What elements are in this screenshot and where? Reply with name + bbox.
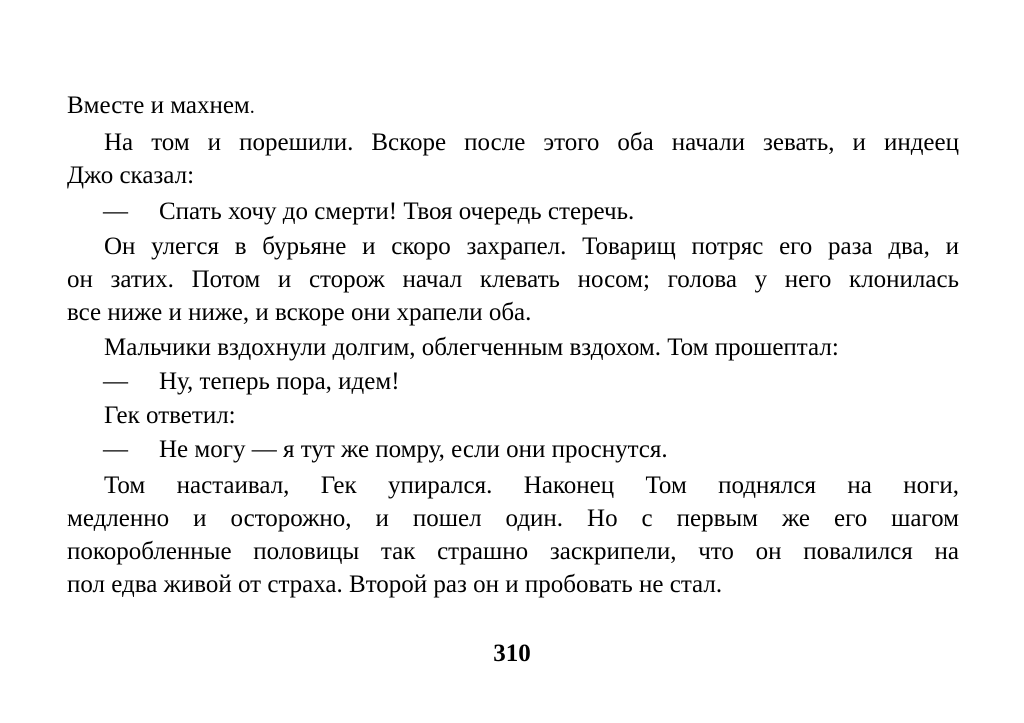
paragraph-5-line-1: Мальчики вздохнули долгим, облегченным вздохом. Том прошептал: — [104, 334, 839, 361]
paragraph-4-line-1: Он улегся в бурьяне и скоро захрапел. Товарищ потряс его раза два, и — [104, 233, 959, 260]
paragraph-4-line-2: он затих. Потом и сторож начал клевать носом; голова у него клонилась — [67, 266, 959, 293]
paragraph-9-line-2: медленно и осторожно, и пошел один. Но с первым же его шагом — [67, 505, 959, 532]
paragraph-1-period: . — [249, 96, 255, 118]
page-number: 310 — [493, 640, 531, 667]
paragraph-2-line-2: Джо сказал: — [67, 162, 195, 189]
paragraph-1-text: Вместе и махнем — [67, 92, 250, 119]
paragraph-9-line-1: Том настаивал, Гек упирался. Наконец Том поднялся на ноги, — [104, 472, 959, 499]
paragraph-9-line-4: пол едва живой от страха. Второй раз он и пробовать не стал. — [67, 571, 723, 598]
paragraph-4-line-3: все ниже и ниже, и вскоре они храпели оба. — [67, 299, 532, 326]
dialogue-line-1: Спать хочу до смерти! Твоя очередь стеречь. — [159, 198, 635, 225]
paragraph-2-line-1: На том и порешили. Вскоре после этого оба начали зевать, и индеец — [104, 129, 959, 156]
dialogue-line-3: Не могу — я тут же помру, если они проснутся. — [159, 436, 668, 463]
paragraph-1-line-1 — [67, 89, 255, 123]
dialogue-dash-1: — — [103, 198, 128, 225]
paragraph-7-line-1: Гек ответил: — [104, 402, 236, 429]
dialogue-line-2: Ну, теперь пора, идем! — [159, 368, 400, 395]
dialogue-dash-2: — — [103, 368, 128, 395]
paragraph-9-line-3: покоробленные половицы так страшно заскрипели, что он повалился на — [67, 538, 959, 565]
dialogue-dash-3: — — [103, 436, 128, 463]
